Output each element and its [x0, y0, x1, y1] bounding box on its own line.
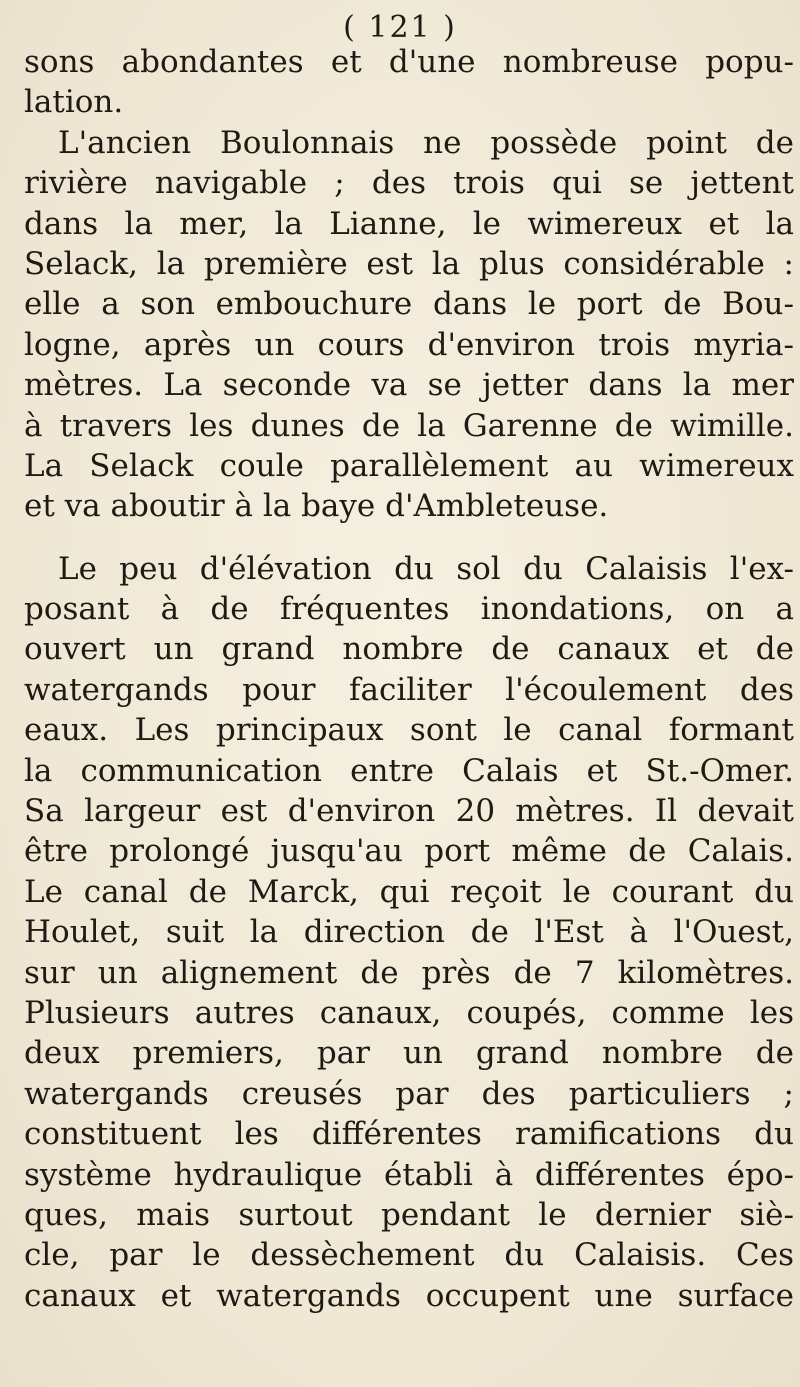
text-line: Selack, la première est la plus considérable :: [24, 245, 794, 282]
text-line: à travers les dunes de la Garenne de wimille.: [24, 407, 794, 444]
text-line: elle a son embouchure dans le port de Bou-: [24, 286, 794, 323]
text-line: logne, après un cours d'environ trois myria-: [24, 326, 794, 363]
text-line: Le peu d'élévation du sol du Calaisis l'ex-: [58, 550, 794, 587]
page-number: ( 121 ): [343, 10, 457, 45]
text-line: mètres. La seconde va se jetter dans la mer: [24, 367, 794, 404]
text-line: constituent les différentes ramifications du: [24, 1116, 794, 1153]
text-line: Sa largeur est d'environ 20 mètres. Il devait: [24, 793, 794, 830]
text-line: L'ancien Boulonnais ne possède point de: [58, 124, 794, 161]
text-line: watergands pour faciliter l'écoulement des: [24, 671, 794, 708]
text-line: canaux et watergands occupent une surface: [24, 1277, 794, 1314]
text-line: être prolongé jusqu'au port même de Calais.: [24, 833, 794, 870]
text-line: Houlet, suit la direction de l'Est à l'Ouest,: [24, 914, 794, 951]
text-line: ouvert un grand nombre de canaux et de: [24, 631, 794, 668]
text-line: La Selack coule parallèlement au wimereux: [24, 447, 794, 484]
text-line: la communication entre Calais et St.-Omer.: [24, 752, 794, 789]
page-text: [24, 42, 794, 1316]
text-line: deux premiers, par un grand nombre de: [24, 1035, 794, 1072]
text-line: système hydraulique établi à différentes épo-: [24, 1156, 794, 1193]
text-line: posant à de fréquentes inondations, on a: [24, 591, 794, 628]
text-line: eaux. Les principaux sont le canal formant: [24, 712, 794, 749]
paragraph-canals: [24, 549, 794, 1316]
text-line: ques, mais surtout pendant le dernier siè-: [24, 1196, 794, 1233]
text-line: Plusieurs autres canaux, coupés, comme les: [24, 994, 794, 1031]
text-line: dans la mer, la Lianne, le wimereux et la: [24, 205, 794, 242]
text-line: sons abondantes et d'une nombreuse popu-: [24, 44, 794, 80]
text-line: rivière navigable ; des trois qui se jettent: [24, 165, 794, 202]
paragraph-continuation: [24, 42, 794, 123]
text-line: lation.: [24, 84, 124, 121]
text-line: sur un alignement de près de 7 kilomètres.: [24, 954, 794, 991]
text-line: Le canal de Marck, qui reçoit le courant du: [24, 873, 794, 910]
text-line: cle, par le dessèchement du Calaisis. Ces: [24, 1237, 794, 1274]
text-line: et va aboutir à la baye d'Ambleteuse.: [24, 488, 609, 525]
paragraph-rivers: [24, 123, 794, 527]
paragraph-spacer: [24, 527, 794, 549]
text-line: watergands creusés par des particuliers ;: [24, 1075, 794, 1112]
